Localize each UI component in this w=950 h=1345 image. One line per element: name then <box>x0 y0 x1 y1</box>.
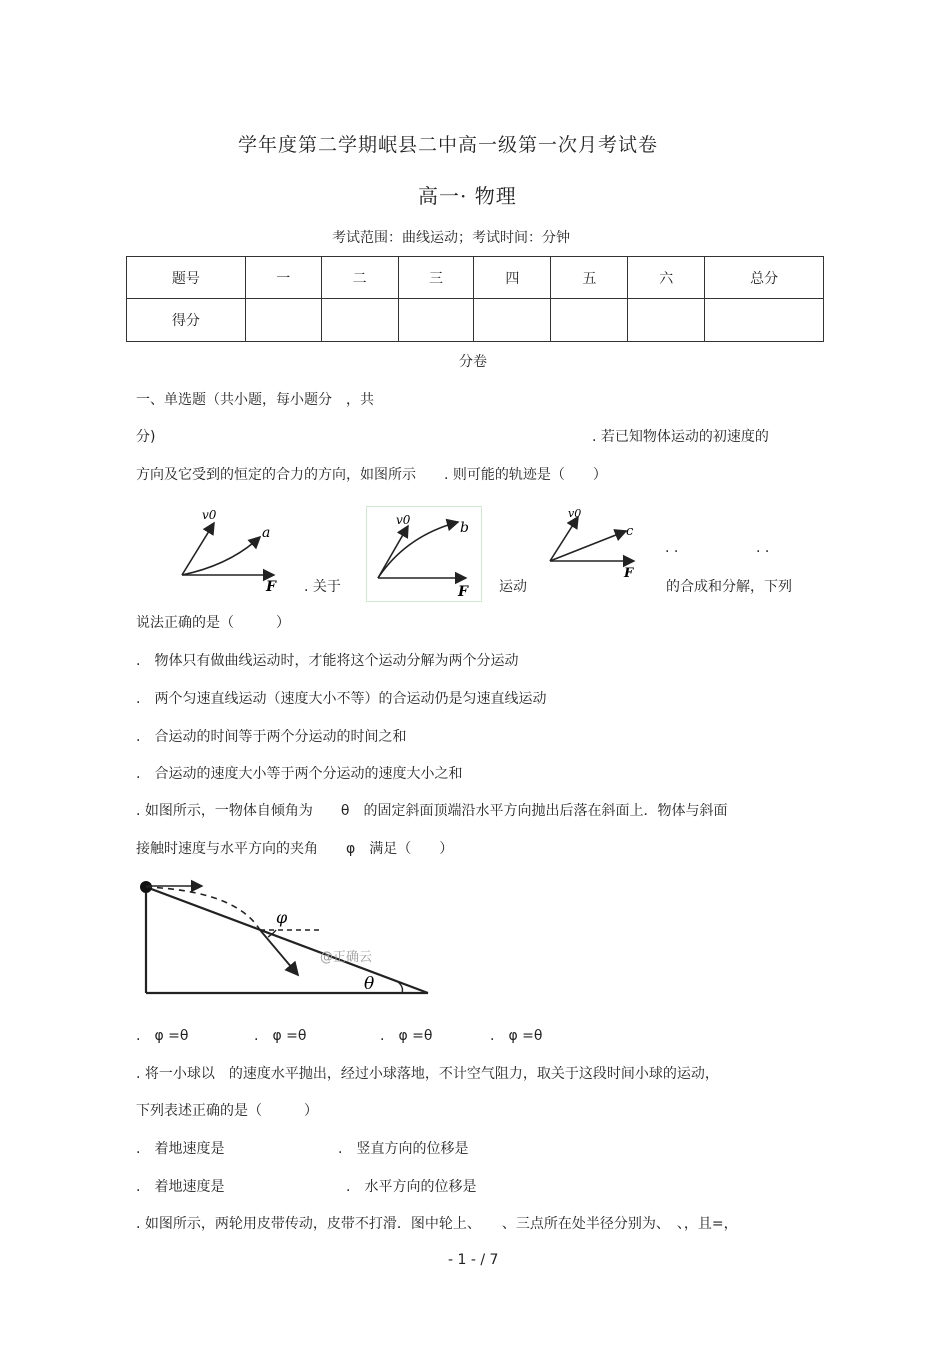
q1-line1-left: 分) <box>136 429 156 445</box>
q3-line2: 接触时速度与水平方向的夹角 φ 满足（ ） <box>136 841 454 857</box>
score-row-label: 得分 <box>127 299 246 342</box>
theta-label: θ <box>364 974 375 994</box>
q3-line1: . 如图所示，一物体自倾角为 θ 的固定斜面顶端沿水平方向抛出后落在斜面上．物体与斜面 <box>136 803 728 819</box>
q4-option-b[interactable]: . 竖直方向的位移是 <box>338 1141 469 1157</box>
v0-label: v0 <box>202 508 217 522</box>
phi-label: φ <box>276 908 288 927</box>
exam-info: 考试范围：曲线运动；考试时间：分钟 <box>332 230 570 246</box>
q5-line1: . 如图所示，两轮用皮带传动，皮带不打滑．图中轮上、 、三点所在处半径分别为、 、，且=， <box>136 1216 738 1232</box>
score-input-cell[interactable] <box>551 299 628 342</box>
score-input-cell[interactable] <box>705 299 824 342</box>
page-number: - 1 - / 7 <box>448 1252 499 1268</box>
dots-right: . . <box>756 540 770 556</box>
watermark: @正确云 <box>320 950 373 965</box>
q4-line2: 下列表述正确的是（ ） <box>136 1103 318 1119</box>
trajectory-c-label: c <box>626 524 634 539</box>
q2-option[interactable]: . 合运动的速度大小等于两个分运动的速度大小之和 <box>136 766 463 782</box>
score-input-cell[interactable] <box>398 299 474 342</box>
q2-option[interactable]: . 两个匀速直线运动（速度大小不等）的合运动仍是匀速直线运动 <box>136 691 547 707</box>
v0-label: v0 <box>396 513 411 527</box>
v0-label: v0 <box>568 507 582 520</box>
exam-subtitle: 高一· 物理 <box>418 184 517 208</box>
force-label: F <box>458 584 468 600</box>
force-label: F <box>624 566 634 581</box>
q4-option-c[interactable]: . 着地速度是 <box>136 1179 225 1195</box>
score-table-cell: 五 <box>551 257 628 299</box>
q3-option[interactable]: . φ =θ <box>490 1028 543 1044</box>
trajectory-figure-c <box>540 505 640 580</box>
score-table-header-row <box>127 257 824 299</box>
q2-option[interactable]: . 合运动的时间等于两个分运动的时间之和 <box>136 729 407 745</box>
score-table <box>126 256 824 342</box>
score-table-cell: 一 <box>245 257 321 299</box>
q2-intro-fragment: . 关于 <box>304 579 341 595</box>
q3-option[interactable]: . φ =θ <box>380 1028 433 1044</box>
force-label: F <box>266 579 276 595</box>
score-table-cell: 总分 <box>705 257 824 299</box>
incline-projectile-figure <box>136 875 436 1000</box>
section1-heading: 一、单选题（共小题，每小题分 ，共 <box>136 392 374 408</box>
q3-option[interactable]: . φ =θ <box>254 1028 307 1044</box>
score-table-cell: 二 <box>321 257 398 299</box>
q3-option[interactable]: . φ =θ <box>136 1028 189 1044</box>
exam-title: 学年度第二学期岷县二中高一级第一次月考试卷 <box>238 134 659 156</box>
section-label: 分卷 <box>459 354 487 370</box>
score-input-cell[interactable] <box>245 299 321 342</box>
motion-fragment: 运动 <box>499 579 527 595</box>
q4-line1: . 将一小球以 的速度水平抛出，经过小球落地，不计空气阻力，取关于这段时间小球的运动， <box>136 1066 719 1082</box>
score-table-cell: 题号 <box>127 257 246 299</box>
q2-intro-right: 的合成和分解，下列 <box>666 579 792 595</box>
score-input-cell[interactable] <box>474 299 551 342</box>
score-input-cell[interactable] <box>321 299 398 342</box>
trajectory-b-label: b <box>460 520 469 536</box>
q2-option[interactable]: . 物体只有做曲线运动时，才能将这个运动分解为两个分运动 <box>136 653 519 669</box>
q2-stem: 说法正确的是（ ） <box>136 615 290 631</box>
dots-left: . . <box>665 540 679 556</box>
score-table-cell: 四 <box>474 257 551 299</box>
q4-option-d[interactable]: . 水平方向的位移是 <box>346 1179 477 1195</box>
score-input-cell[interactable] <box>628 299 705 342</box>
trajectory-figure-a <box>170 505 290 595</box>
q1-line2: 方向及它受到的恒定的合力的方向，如图所示 . 则可能的轨迹是（ ） <box>136 467 607 483</box>
score-table-cell: 六 <box>628 257 705 299</box>
trajectory-a-label: a <box>262 525 271 541</box>
score-table-cell: 三 <box>398 257 474 299</box>
score-table-score-row <box>127 299 824 342</box>
trajectory-figure-b <box>366 506 482 602</box>
q4-option-a[interactable]: . 着地速度是 <box>136 1141 225 1157</box>
q1-line1-right: . 若已知物体运动的初速度的 <box>592 429 769 445</box>
